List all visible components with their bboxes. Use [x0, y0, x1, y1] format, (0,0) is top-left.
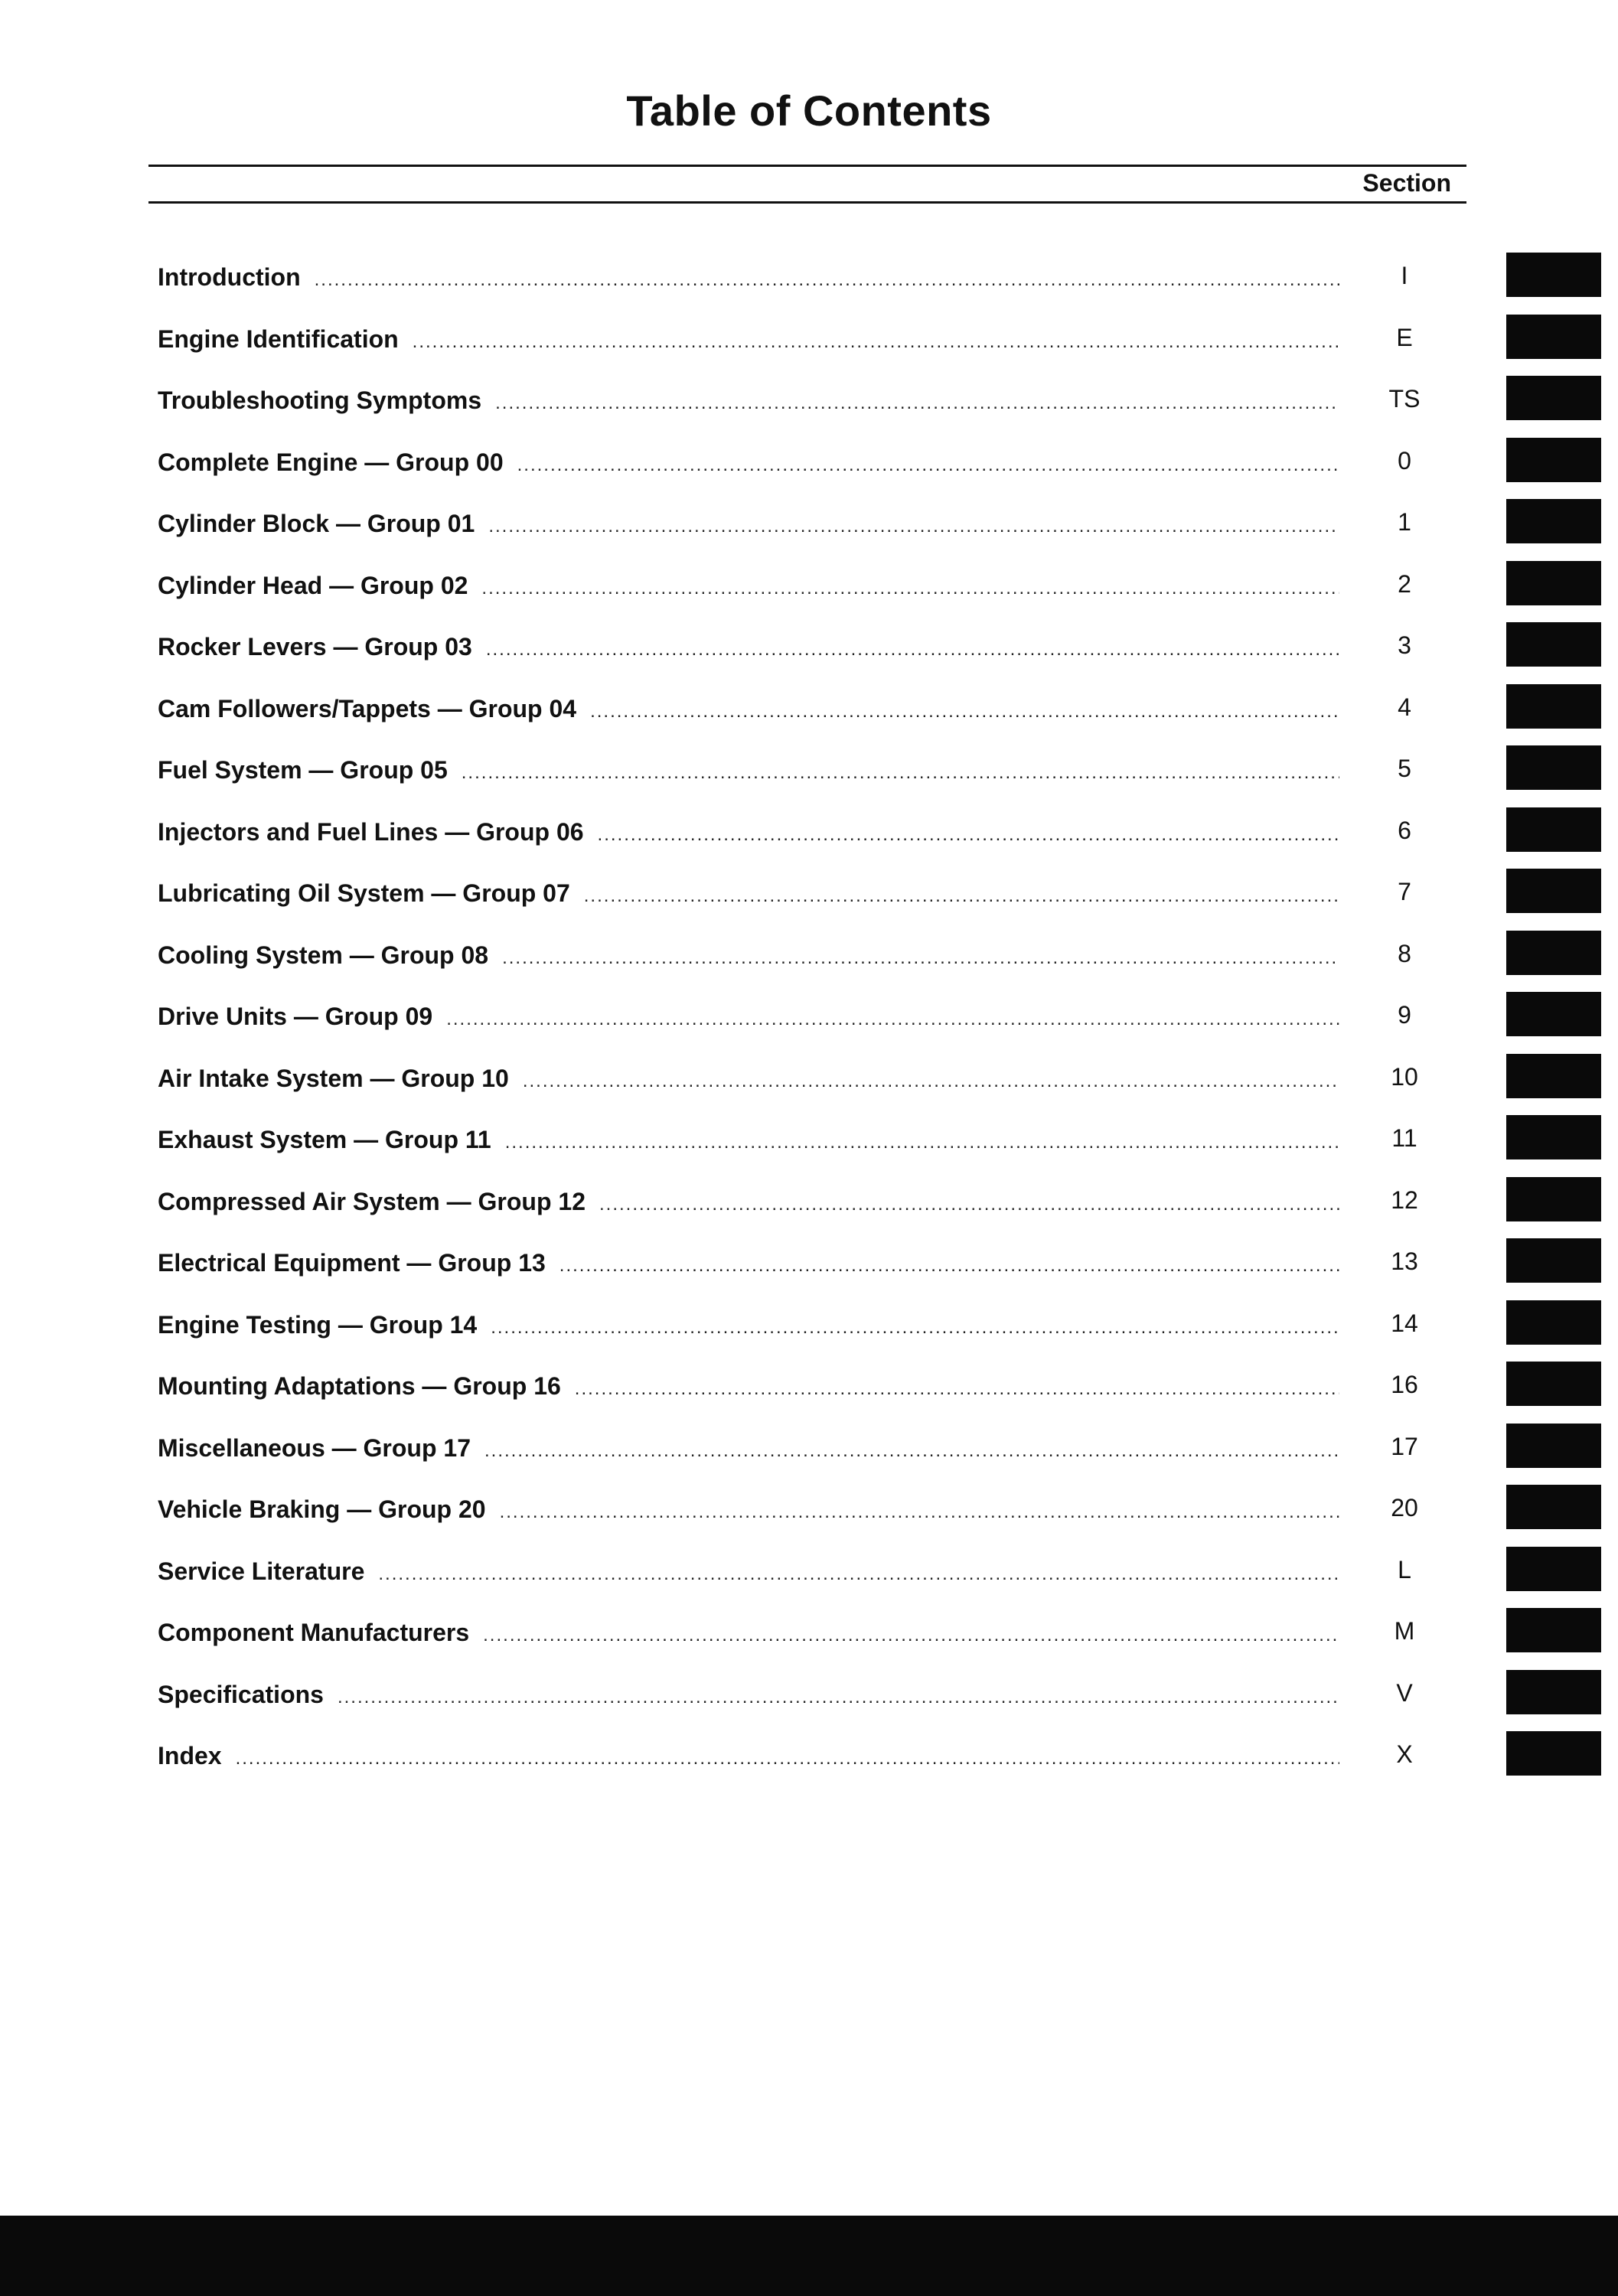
toc-entry [158, 1124, 1339, 1158]
toc-entry-label: Troubleshooting Symptoms [158, 386, 482, 414]
dot-leader [446, 1004, 1339, 1035]
dot-leader [575, 1374, 1339, 1404]
toc-entry [158, 508, 1339, 542]
toc-row[interactable] [0, 1485, 1618, 1546]
dot-leader [413, 327, 1339, 357]
toc-row[interactable] [0, 745, 1618, 807]
toc-row[interactable] [0, 1731, 1618, 1792]
section-thumb-tab[interactable] [1506, 1238, 1601, 1283]
toc-section-code: V [1396, 1679, 1413, 1707]
toc-row[interactable] [0, 1608, 1618, 1669]
section-thumb-tab[interactable] [1506, 561, 1601, 605]
toc-entry-label: Lubricating Oil System — Group 07 [158, 879, 570, 907]
toc-entry [158, 1433, 1339, 1466]
toc-row[interactable] [0, 1300, 1618, 1362]
section-thumb-tab[interactable] [1506, 745, 1601, 790]
toc-entry-label: Introduction [158, 263, 301, 291]
toc-entry-label: Exhaust System — Group 11 [158, 1126, 491, 1153]
header-rule-bottom [148, 201, 1466, 204]
toc-section-code: TS [1388, 385, 1421, 413]
toc-entry [158, 262, 1339, 295]
dot-leader [338, 1682, 1339, 1713]
page-title: Table of Contents [626, 86, 992, 135]
toc-entry [158, 878, 1339, 912]
dot-leader [486, 634, 1339, 665]
toc-section-code: 1 [1398, 508, 1411, 536]
toc-entry [158, 693, 1339, 727]
toc-section-code: 9 [1398, 1001, 1411, 1029]
toc-section-code: 3 [1398, 631, 1411, 659]
section-thumb-tab[interactable] [1506, 1731, 1601, 1776]
toc-row[interactable] [0, 1670, 1618, 1731]
section-thumb-tab[interactable] [1506, 1485, 1601, 1529]
toc-row[interactable] [0, 1362, 1618, 1423]
section-thumb-tab[interactable] [1506, 1362, 1601, 1406]
toc-entry-label: Component Manufacturers [158, 1619, 470, 1646]
dot-leader [599, 1189, 1339, 1220]
dot-leader [483, 1620, 1339, 1651]
toc-entry [158, 1617, 1339, 1651]
section-thumb-tab[interactable] [1506, 253, 1601, 297]
toc-section-code: 8 [1398, 940, 1411, 967]
section-thumb-tab[interactable] [1506, 1547, 1601, 1591]
section-thumb-tab[interactable] [1506, 1115, 1601, 1159]
section-column-header: Section [1362, 169, 1451, 197]
toc-section-code: 11 [1391, 1124, 1417, 1152]
section-thumb-tab[interactable] [1506, 1670, 1601, 1714]
toc-entry [158, 1186, 1339, 1220]
toc-row[interactable] [0, 992, 1618, 1053]
toc-entry [158, 631, 1339, 665]
section-thumb-tab[interactable] [1506, 1177, 1601, 1221]
toc-entry [158, 1001, 1339, 1035]
section-thumb-tab[interactable] [1506, 376, 1601, 420]
toc-entry [158, 385, 1339, 419]
toc-section-code: 6 [1398, 817, 1411, 844]
toc-section-code: I [1401, 262, 1408, 289]
toc-section-code: 5 [1398, 755, 1411, 782]
toc-entry-label: Cylinder Head — Group 02 [158, 572, 468, 599]
toc-row[interactable] [0, 869, 1618, 930]
toc-entry-label: Miscellaneous — Group 17 [158, 1434, 471, 1462]
toc-section-code: E [1396, 324, 1413, 351]
dot-leader [495, 388, 1339, 419]
section-thumb-tab[interactable] [1506, 1054, 1601, 1098]
toc-entry [158, 817, 1339, 850]
toc-entry [158, 1556, 1339, 1590]
toc-entry [158, 940, 1339, 974]
toc-entry-label: Specifications [158, 1681, 324, 1708]
toc-entry [158, 1679, 1339, 1713]
toc-row[interactable] [0, 684, 1618, 745]
toc-section-code: 0 [1398, 447, 1411, 475]
dot-leader [559, 1251, 1339, 1281]
toc-row[interactable] [0, 1054, 1618, 1115]
toc-entry-label: Engine Identification [158, 325, 399, 353]
dot-leader [517, 450, 1339, 481]
toc-row[interactable] [0, 438, 1618, 499]
toc-entry [158, 1063, 1339, 1097]
section-thumb-tab[interactable] [1506, 1608, 1601, 1652]
toc-entry [158, 1494, 1339, 1528]
toc-entry [158, 447, 1339, 481]
toc-section-code: M [1394, 1617, 1415, 1645]
section-thumb-tab[interactable] [1506, 992, 1601, 1036]
dot-leader [584, 881, 1339, 912]
dot-leader [505, 1127, 1339, 1158]
section-thumb-tab[interactable] [1506, 684, 1601, 729]
toc-entry-label: Fuel System — Group 05 [158, 756, 448, 784]
toc-row[interactable] [0, 376, 1618, 437]
toc-row[interactable] [0, 1177, 1618, 1238]
toc-entry [158, 755, 1339, 788]
section-thumb-tab[interactable] [1506, 807, 1601, 852]
toc-row[interactable] [0, 315, 1618, 376]
section-thumb-tab[interactable] [1506, 438, 1601, 482]
toc-entry [158, 1740, 1339, 1774]
toc-row[interactable] [0, 1547, 1618, 1608]
toc-entry-label: Injectors and Fuel Lines — Group 06 [158, 818, 584, 846]
toc-entry [158, 324, 1339, 357]
toc-entry [158, 570, 1339, 604]
toc-entry [158, 1247, 1339, 1281]
dot-leader [481, 573, 1339, 604]
toc-entry-label: Index [158, 1742, 222, 1769]
toc-row[interactable] [0, 253, 1618, 314]
toc-row[interactable] [0, 1238, 1618, 1300]
toc-row[interactable] [0, 561, 1618, 622]
toc-section-code: 16 [1391, 1371, 1418, 1398]
section-thumb-tab[interactable] [1506, 931, 1601, 975]
section-thumb-tab[interactable] [1506, 1424, 1601, 1468]
dot-leader [502, 943, 1339, 974]
toc-entry-label: Electrical Equipment — Group 13 [158, 1249, 546, 1277]
toc-row[interactable] [0, 807, 1618, 869]
dot-leader [500, 1497, 1339, 1528]
toc-row[interactable] [0, 1115, 1618, 1176]
toc-entry-label: Drive Units — Group 09 [158, 1003, 433, 1030]
toc-entry-label: Cam Followers/Tappets — Group 04 [158, 695, 577, 722]
toc-section-code: 20 [1391, 1494, 1418, 1521]
toc-entry [158, 1309, 1339, 1343]
toc-row[interactable] [0, 499, 1618, 560]
section-thumb-tab[interactable] [1506, 499, 1601, 543]
section-thumb-tab[interactable] [1506, 1300, 1601, 1345]
dot-leader [590, 696, 1339, 727]
section-thumb-tab[interactable] [1506, 869, 1601, 913]
toc-entry-label: Engine Testing — Group 14 [158, 1311, 478, 1339]
toc-section-code: 10 [1391, 1063, 1418, 1091]
toc-entry-label: Cooling System — Group 08 [158, 941, 489, 969]
dot-leader [462, 758, 1339, 788]
header-rule-top [148, 165, 1466, 167]
toc-entry-label: Vehicle Braking — Group 20 [158, 1495, 486, 1523]
toc-row[interactable] [0, 622, 1618, 683]
toc-section-code: 2 [1398, 570, 1411, 598]
toc-entry-label: Complete Engine — Group 00 [158, 448, 504, 476]
toc-row[interactable] [0, 931, 1618, 992]
toc-entry-label: Mounting Adaptations — Group 16 [158, 1372, 561, 1400]
dot-leader [523, 1066, 1339, 1097]
dot-leader [236, 1743, 1339, 1774]
toc-section-code: 13 [1391, 1247, 1418, 1275]
toc-entry-label: Air Intake System — Group 10 [158, 1065, 509, 1092]
toc-entry-label: Rocker Levers — Group 03 [158, 633, 472, 660]
section-thumb-tab[interactable] [1506, 315, 1601, 359]
toc-entry-label: Service Literature [158, 1557, 365, 1585]
section-thumb-tab[interactable] [1506, 622, 1601, 667]
toc-section-code: 12 [1391, 1186, 1418, 1214]
dot-leader [378, 1559, 1339, 1590]
dot-leader [598, 820, 1339, 850]
toc-entry [158, 1371, 1339, 1404]
toc-section-code: 7 [1398, 878, 1411, 905]
dot-leader [484, 1436, 1339, 1466]
toc-section-code: L [1398, 1556, 1411, 1583]
footer-band [0, 2216, 1618, 2296]
dot-leader [488, 511, 1339, 542]
dot-leader [491, 1313, 1339, 1343]
toc-entry-label: Cylinder Block — Group 01 [158, 510, 475, 537]
toc-section-code: 14 [1391, 1309, 1418, 1337]
dot-leader [315, 265, 1339, 295]
toc-section-code: 4 [1398, 693, 1411, 721]
toc-row[interactable] [0, 1424, 1618, 1485]
toc-entry-label: Compressed Air System — Group 12 [158, 1188, 586, 1215]
toc-section-code: 17 [1391, 1433, 1418, 1460]
toc-section-code: X [1396, 1740, 1413, 1768]
